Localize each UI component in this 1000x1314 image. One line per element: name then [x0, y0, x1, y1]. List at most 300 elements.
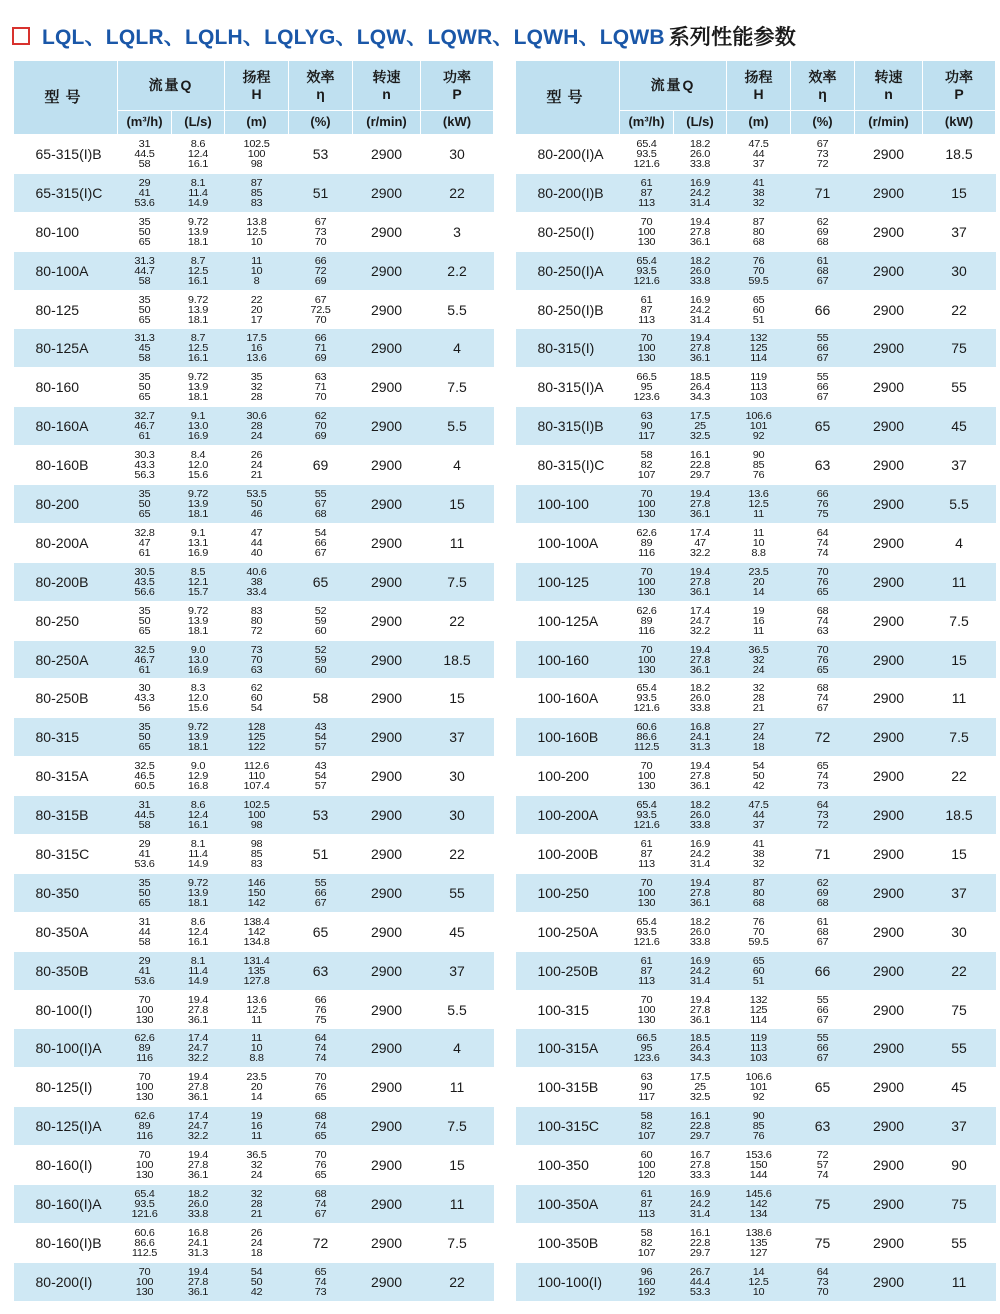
cell-model: 100-350: [516, 1146, 620, 1185]
cell-flow-ls-value: 8.1: [190, 177, 206, 189]
cell-flow-ls: [172, 562, 225, 601]
cell-flow-ls-value: 13.9: [187, 226, 209, 238]
table-row: [516, 990, 996, 1029]
header-head-unit: (m): [225, 111, 289, 135]
cell-efficiency: [791, 757, 855, 796]
cell-efficiency-value: 67: [314, 498, 327, 510]
cell-power: 55: [923, 368, 996, 407]
header-flow-unit-ls: (L/s): [674, 111, 727, 135]
cell-speed: 2900: [855, 485, 923, 524]
cell-flow-ls-value: 33.8: [689, 158, 711, 170]
cell-flow-m3h-value: 121.6: [633, 158, 660, 170]
cell-flow-ls-value: 31.4: [689, 313, 711, 326]
cell-head: [225, 679, 289, 718]
cell-head-value: 8.8: [751, 547, 766, 559]
cell-power: 11: [923, 562, 996, 601]
cell-head-value: 30.6: [246, 410, 267, 422]
cell-speed: 2900: [353, 1146, 421, 1185]
cell-efficiency: [289, 1068, 353, 1107]
cell-flow-ls-value: 36.1: [689, 236, 711, 248]
table-row: [14, 251, 494, 290]
cell-efficiency: [791, 835, 855, 874]
cell-head-value: 38: [752, 848, 765, 860]
cell-flow-m3h: [118, 757, 172, 796]
cell-flow-m3h: [620, 951, 674, 990]
cell-head: [727, 951, 791, 990]
cell-efficiency-value: 73: [816, 1276, 829, 1288]
cell-head-value: 14: [250, 1091, 263, 1104]
cell-power: 22: [421, 1262, 494, 1301]
cell-head-value: 19: [752, 604, 765, 617]
cell-efficiency-value: 74: [314, 1052, 327, 1065]
cell-head-value: 125: [247, 731, 266, 743]
cell-flow-ls-value: 16.9: [689, 1188, 711, 1200]
cell-flow-ls-value: 19.4: [187, 993, 209, 1006]
cell-flow-m3h-value: 63: [640, 410, 653, 422]
title-series: LQL、LQLR、LQLH、LQLYG、LQW、LQWR、LQWH、LQWB 系列性能参数: [42, 26, 796, 49]
cell-flow-ls-value: 18.1: [187, 391, 209, 403]
cell-efficiency: [289, 835, 353, 874]
cell-efficiency-value: 62: [816, 216, 829, 228]
cell-head-value: 32: [250, 381, 263, 393]
cell-flow-m3h-value: 82: [640, 459, 653, 471]
cell-flow-ls: [172, 1185, 225, 1224]
cell-power: 55: [923, 1029, 996, 1068]
cell-flow-m3h-value: 87: [640, 848, 653, 860]
cell-flow-m3h-value: 65: [138, 741, 151, 753]
cell-flow-ls-value: 16.1: [689, 1227, 711, 1239]
cell-flow-m3h-value: 53.6: [134, 858, 155, 870]
cell-speed: 2900: [855, 173, 923, 212]
cell-flow-m3h-value: 70: [640, 993, 653, 1006]
cell-speed: 2900: [855, 135, 923, 174]
cell-flow-m3h: [620, 1029, 674, 1068]
cell-flow-m3h-value: 100: [637, 1003, 656, 1016]
cell-efficiency-value: 69: [314, 352, 327, 365]
cell-head-value: 20: [250, 303, 263, 316]
cell-flow-ls-value: 19.4: [689, 488, 711, 500]
cell-flow-ls-value: 36.1: [689, 780, 711, 792]
cell-flow-ls-value: 18.2: [689, 254, 711, 267]
cell-power: 7.5: [923, 718, 996, 757]
cell-flow-m3h: [118, 446, 172, 485]
cell-flow-ls-value: 24.2: [689, 1198, 711, 1210]
cell-flow-ls-value: 12.5: [187, 264, 209, 277]
cell-head: [727, 407, 791, 446]
cell-head-value: 114: [750, 352, 767, 365]
cell-flow-ls-value: 18.2: [689, 799, 711, 811]
cell-model: 80-315A: [14, 757, 118, 796]
cell-flow-ls: [172, 446, 225, 485]
cell-speed: 2900: [353, 1107, 421, 1146]
cell-head: [225, 212, 289, 251]
cell-head-value: 102.5: [243, 138, 270, 150]
cell-model: 100-200A: [516, 796, 620, 835]
cell-model: 80-315(I): [516, 329, 620, 368]
cell-head: [225, 251, 289, 290]
cell-efficiency-value: 65: [314, 1266, 327, 1278]
cell-power: 55: [421, 873, 494, 912]
cell-flow-m3h-value: 43.5: [134, 576, 155, 588]
cell-head-value: 13.6: [246, 352, 267, 365]
cell-efficiency: [791, 407, 855, 446]
cell-flow-m3h-value: 31: [138, 138, 151, 150]
cell-speed: 2900: [855, 951, 923, 990]
table-row: [14, 562, 494, 601]
cell-model: 65-315(I)C: [14, 173, 118, 212]
cell-efficiency-value: 65: [816, 586, 829, 598]
cell-head-value: 11: [251, 1032, 262, 1045]
cell-head-value: 68: [752, 897, 765, 909]
cell-flow-ls-value: 17.4: [187, 1110, 209, 1122]
cell-flow-m3h-value: 130: [637, 586, 656, 598]
cell-model: 100-250: [516, 873, 620, 912]
cell-flow-ls-value: 12.0: [187, 459, 209, 471]
cell-efficiency: [289, 446, 353, 485]
cell-head: [727, 757, 791, 796]
cell-efficiency-value: 69: [314, 274, 327, 287]
cell-flow-ls-value: 22.8: [689, 459, 711, 471]
cell-speed: 2900: [353, 601, 421, 640]
cell-flow-m3h-value: 89: [640, 537, 653, 549]
cell-efficiency-value: 67: [816, 936, 829, 948]
cell-head-value: 41: [752, 838, 765, 850]
cell-flow-m3h-value: 41: [138, 187, 151, 199]
cell-efficiency-value: 66: [816, 1003, 829, 1016]
cell-flow-m3h-value: 116: [638, 624, 655, 637]
cell-efficiency-value: 65: [814, 1079, 831, 1096]
cell-efficiency: [791, 640, 855, 679]
cell-flow-ls-value: 8.7: [190, 254, 206, 267]
cell-head: [727, 1185, 791, 1224]
cell-speed: 2900: [353, 329, 421, 368]
cell-flow-m3h-value: 50: [138, 381, 151, 393]
cell-efficiency-value: 59: [314, 653, 327, 666]
cell-flow-m3h-value: 65: [138, 236, 151, 248]
cell-flow-m3h-value: 62.6: [134, 1032, 155, 1045]
table-row: [14, 1146, 494, 1185]
cell-efficiency-value: 51: [312, 845, 329, 862]
cell-flow-m3h: [118, 1107, 172, 1146]
cell-flow-m3h: [118, 135, 172, 174]
cell-head-value: 50: [752, 770, 765, 782]
cell-flow-m3h: [118, 1029, 172, 1068]
cell-power: 5.5: [421, 990, 494, 1029]
table-row: [14, 796, 494, 835]
header-flow: 流量Q: [620, 61, 727, 111]
cell-flow-m3h-value: 70: [640, 332, 653, 345]
cell-flow-ls-value: 17.5: [689, 410, 711, 422]
cell-flow-ls-value: 32.2: [689, 624, 711, 637]
cell-flow-m3h-value: 66.5: [636, 371, 657, 383]
cell-head-value: 103: [749, 1052, 768, 1065]
cell-head-value: 145.6: [745, 1188, 772, 1200]
cell-flow-ls-value: 19.4: [187, 1266, 209, 1278]
cell-head-value: 53.5: [246, 488, 267, 500]
cell-flow-ls-value: 31.4: [689, 197, 711, 209]
cell-flow-m3h-value: 70: [640, 216, 653, 228]
cell-model: 80-315(I)A: [516, 368, 620, 407]
cell-head-value: 13.6: [246, 993, 267, 1006]
cell-speed: 2900: [855, 873, 923, 912]
cell-head: [727, 523, 791, 562]
table-row: [14, 446, 494, 485]
cell-efficiency: [289, 1107, 353, 1146]
cell-head-value: 112.6: [243, 760, 270, 772]
cell-head-value: 32: [752, 197, 765, 209]
header-efficiency: 效率 η: [289, 61, 353, 111]
cell-efficiency: [791, 796, 855, 835]
cell-head: [225, 173, 289, 212]
cell-efficiency: [791, 1029, 855, 1068]
cell-flow-ls-value: 8.3: [190, 682, 206, 695]
cell-flow-ls-value: 25: [694, 1081, 706, 1094]
cell-efficiency: [289, 251, 353, 290]
header-head: 扬程 H: [727, 61, 791, 111]
cell-efficiency-value: 66: [816, 488, 829, 500]
cell-efficiency-value: 65: [816, 760, 829, 772]
cell-flow-ls: [674, 135, 727, 174]
cell-flow-m3h-value: 100: [637, 1159, 656, 1171]
cell-flow-m3h-value: 89: [138, 1120, 151, 1132]
cell-head-value: 38: [250, 576, 263, 588]
cell-flow-m3h-value: 65: [138, 391, 151, 403]
cell-efficiency-value: 63: [312, 962, 329, 979]
cell-flow-ls-value: 13.0: [187, 420, 209, 432]
cell-head-value: 8.8: [249, 1052, 264, 1065]
cell-flow-ls-value: 24.7: [187, 1042, 209, 1055]
header-efficiency: 效率 η: [791, 61, 855, 111]
cell-head: [727, 1068, 791, 1107]
cell-head-value: 146: [247, 877, 266, 889]
cell-flow-m3h-value: 62.6: [636, 604, 657, 617]
table-row: [516, 173, 996, 212]
cell-flow-ls-value: 36.1: [187, 1013, 209, 1026]
header-flow-unit-m3h: (m³/h): [118, 111, 172, 135]
cell-head-value: 76: [752, 916, 765, 928]
cell-flow-m3h-value: 130: [637, 780, 656, 792]
cell-efficiency-value: 72: [814, 729, 831, 746]
cell-head-value: 76: [752, 1130, 765, 1142]
header-power: 功率 P: [421, 61, 494, 111]
cell-efficiency-value: 62: [816, 877, 829, 889]
cell-efficiency-value: 55: [816, 993, 829, 1006]
cell-efficiency-value: 52: [314, 604, 327, 617]
cell-flow-m3h-value: 35: [138, 488, 151, 500]
cell-head-value: 113: [750, 381, 767, 393]
cell-flow-ls: [172, 679, 225, 718]
cell-head-value: 98: [250, 158, 263, 170]
cell-efficiency-value: 67: [816, 1052, 829, 1065]
cell-flow-m3h-value: 70: [138, 1266, 151, 1278]
table-row: [14, 368, 494, 407]
cell-speed: 2900: [353, 407, 421, 446]
cell-head-value: 70: [752, 264, 765, 277]
cell-efficiency-value: 57: [314, 741, 327, 753]
cell-efficiency: [791, 912, 855, 951]
cell-efficiency-value: 67: [816, 391, 829, 403]
cell-flow-m3h-value: 82: [640, 1120, 653, 1132]
cell-head: [727, 562, 791, 601]
cell-efficiency-value: 57: [314, 780, 327, 792]
cell-flow-m3h-value: 50: [138, 303, 151, 316]
cell-head-value: 127: [749, 1247, 768, 1259]
cell-flow-m3h-value: 60.6: [636, 721, 657, 733]
cell-flow-ls-value: 47: [694, 537, 706, 549]
cell-flow-m3h-value: 112.5: [633, 741, 660, 753]
cell-flow-m3h-value: 116: [638, 547, 655, 559]
cell-head-value: 87: [752, 216, 765, 228]
cell-flow-m3h-value: 66.5: [636, 1032, 657, 1045]
header-speed-unit: (r/min): [353, 111, 421, 135]
cell-head-value: 41: [752, 177, 765, 189]
cell-head-value: 32: [752, 653, 765, 666]
cell-flow-m3h-value: 29: [138, 177, 151, 189]
cell-flow-m3h-value: 113: [638, 1208, 655, 1220]
cell-flow-m3h: [118, 951, 172, 990]
cell-flow-ls-value: 18.2: [689, 682, 711, 695]
cell-speed: 2900: [353, 1068, 421, 1107]
cell-model: 80-200B: [14, 562, 118, 601]
cell-efficiency-value: 52: [314, 643, 327, 656]
cell-model: 100-315C: [516, 1107, 620, 1146]
cell-flow-m3h-value: 121.6: [633, 819, 660, 831]
cell-head: [225, 796, 289, 835]
table-row: [516, 1029, 996, 1068]
cell-flow-m3h-value: 61: [640, 1188, 653, 1200]
cell-speed: 2900: [353, 212, 421, 251]
cell-head-value: 10: [250, 236, 263, 248]
cell-flow-m3h: [620, 407, 674, 446]
cell-flow-ls-value: 24.1: [187, 1237, 209, 1249]
cell-model: 100-160A: [516, 679, 620, 718]
cell-power: 15: [923, 835, 996, 874]
cell-flow-m3h: [620, 562, 674, 601]
cell-head-value: 68: [752, 236, 765, 248]
cell-efficiency: [289, 990, 353, 1029]
cell-flow-m3h-value: 87: [640, 1198, 653, 1210]
cell-flow-ls-value: 32.5: [689, 1091, 711, 1104]
cell-speed: 2900: [855, 990, 923, 1029]
cell-flow-ls: [172, 1068, 225, 1107]
cell-efficiency-value: 67: [816, 274, 829, 287]
cell-flow-m3h-value: 43.3: [134, 459, 155, 471]
cell-flow-ls: [172, 873, 225, 912]
cell-power: 4: [421, 1029, 494, 1068]
cell-flow-ls: [674, 329, 727, 368]
cell-flow-m3h-value: 35: [138, 216, 151, 228]
cell-model: 80-315: [14, 718, 118, 757]
cell-flow-ls-value: 9.72: [187, 604, 209, 617]
table-row: [14, 212, 494, 251]
cell-head-value: 35: [250, 371, 263, 383]
cell-head-value: 80: [250, 614, 263, 627]
cell-flow-ls-value: 31.4: [689, 974, 711, 987]
cell-flow-ls-value: 16.9: [689, 293, 711, 306]
cell-efficiency: [791, 446, 855, 485]
cell-head: [225, 329, 289, 368]
cell-head-value: 21: [250, 1208, 263, 1220]
cell-flow-ls-value: 16.9: [187, 430, 209, 442]
cell-flow-ls: [172, 368, 225, 407]
cell-model: 100-250A: [516, 912, 620, 951]
cell-model: 80-250(I)B: [516, 290, 620, 329]
cell-flow-ls-value: 36.1: [689, 352, 711, 365]
cell-head-value: 125: [749, 1003, 768, 1016]
cell-model: 80-315(I)B: [516, 407, 620, 446]
cell-flow-ls-value: 33.8: [689, 274, 711, 287]
cell-efficiency-value: 69: [816, 226, 829, 238]
cell-flow-m3h-value: 100: [637, 653, 656, 666]
cell-flow-ls-value: 36.1: [187, 1286, 209, 1298]
cell-flow-ls-value: 19.4: [689, 566, 711, 578]
cell-flow-m3h-value: 100: [135, 1081, 154, 1094]
cell-efficiency-value: 66: [816, 342, 829, 355]
table-row: [516, 873, 996, 912]
cell-efficiency-value: 65: [814, 418, 831, 435]
cell-flow-ls-value: 13.0: [187, 653, 209, 666]
cell-head: [727, 1146, 791, 1185]
cell-head-value: 13.8: [246, 216, 267, 228]
table-row: [516, 290, 996, 329]
cell-flow-m3h-value: 44.5: [134, 809, 155, 821]
cell-flow-m3h-value: 45: [138, 342, 151, 355]
cell-flow-m3h-value: 93.5: [134, 1198, 155, 1210]
cell-flow-m3h-value: 65: [138, 624, 151, 637]
table-row: [14, 679, 494, 718]
cell-flow-m3h-value: 35: [138, 721, 151, 733]
header-model: 型号: [516, 61, 620, 135]
cell-model: 100-160: [516, 640, 620, 679]
table-row: [516, 251, 996, 290]
table-row: [516, 368, 996, 407]
cell-efficiency-value: 66: [314, 887, 327, 899]
cell-efficiency-value: 75: [814, 1234, 831, 1251]
cell-head-value: 134: [749, 1208, 768, 1220]
cell-flow-m3h: [118, 212, 172, 251]
cell-flow-m3h-value: 50: [138, 226, 151, 238]
cell-model: 80-250: [14, 601, 118, 640]
cell-efficiency-value: 63: [814, 1118, 831, 1135]
cell-flow-ls-value: 32.2: [689, 547, 711, 559]
table-row: [516, 1262, 996, 1301]
cell-flow-ls-value: 9.1: [190, 527, 206, 539]
cell-flow-m3h-value: 35: [138, 371, 151, 383]
cell-flow-ls-value: 26.7: [689, 1266, 711, 1278]
cell-flow-ls: [172, 1107, 225, 1146]
cell-efficiency-value: 64: [816, 799, 829, 811]
cell-flow-m3h: [620, 757, 674, 796]
cell-speed: 2900: [353, 835, 421, 874]
cell-efficiency-value: 53: [312, 807, 329, 824]
cell-head-value: 17.5: [246, 332, 267, 345]
cell-head: [225, 1185, 289, 1224]
cell-flow-ls-value: 18.1: [187, 741, 209, 753]
cell-head-value: 32: [250, 1159, 263, 1171]
cell-efficiency-value: 75: [814, 1195, 831, 1212]
cell-head-value: 85: [250, 848, 263, 860]
cell-efficiency-value: 74: [314, 1276, 327, 1288]
cell-flow-ls-value: 26.0: [689, 809, 711, 821]
cell-head-value: 12.5: [246, 226, 267, 238]
cell-flow-ls-value: 34.3: [689, 1052, 711, 1065]
cell-flow-m3h: [620, 873, 674, 912]
cell-efficiency-value: 55: [314, 488, 327, 500]
cell-head-value: 103: [749, 391, 768, 403]
cell-flow-ls-value: 9.72: [187, 371, 209, 383]
cell-flow-ls-value: 26.0: [689, 148, 711, 160]
cell-flow-m3h-value: 87: [640, 187, 653, 199]
